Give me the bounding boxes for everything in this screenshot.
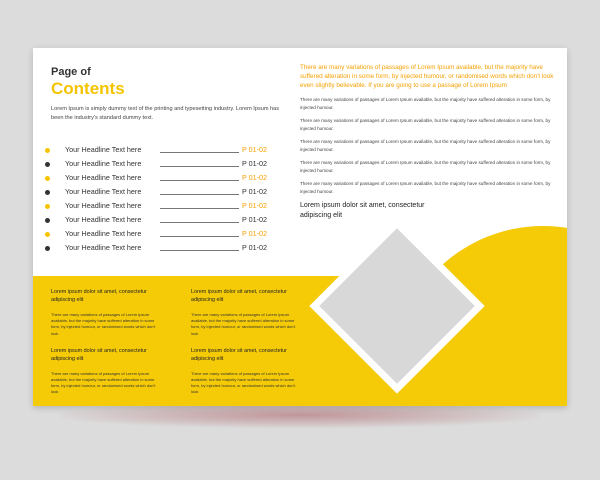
- yellow-column-left: [51, 288, 156, 406]
- toc-headline: Your Headline Text here: [65, 243, 142, 252]
- column-body: There are many variations of passages of Lorem Ipsum available, but the majority have suffered alteration in some form, by injected humour, or randomised words which don't look: [51, 312, 156, 336]
- bullet-dot-icon: [45, 162, 50, 167]
- column-body: There are many variations of passages of Lorem Ipsum available, but the majority have suffered alteration in some form, by injected humour, or randomised words which don't look: [191, 370, 296, 395]
- toc-leader-line: [160, 180, 239, 181]
- body-paragraph: There are many variations of passages of Lorem Ipsum available, but the majority have suffered alteration in some form, by injected humour.: [300, 97, 551, 110]
- right-column: [300, 63, 555, 220]
- right-headline: Lorem ipsum dolor sit amet, consectetur adipiscing elit: [300, 202, 425, 219]
- bullet-dot-icon: [45, 148, 50, 153]
- toc-page-number: P 01-02: [242, 159, 268, 168]
- bullet-dot-icon: [45, 218, 50, 223]
- toc-headline: Your Headline Text here: [65, 173, 142, 182]
- toc-leader-line: [160, 194, 239, 195]
- toc-row[interactable]: [45, 143, 295, 157]
- toc-page-number: P 01-02: [242, 243, 268, 252]
- toc-row[interactable]: [45, 157, 295, 171]
- toc-leader-line: [160, 208, 239, 209]
- toc-leader-line: [160, 166, 239, 167]
- toc-leader-line: [160, 236, 239, 237]
- body-paragraph: There are many variations of passages of Lorem Ipsum available, but the majority have suffered alteration in some form, by injected humour.: [300, 139, 551, 152]
- toc-headline: Your Headline Text here: [65, 215, 142, 224]
- toc-headline: Your Headline Text here: [65, 201, 142, 210]
- toc-page-number: P 01-02: [242, 201, 268, 210]
- column-headline: Lorem ipsum dolor sit amet, consectetur adipiscing elit: [51, 347, 147, 362]
- toc-row[interactable]: [45, 199, 295, 213]
- toc-page-number: P 01-02: [242, 215, 268, 224]
- brochure-page: [33, 48, 567, 406]
- bullet-dot-icon: [45, 246, 50, 251]
- bullet-dot-icon: [45, 176, 50, 181]
- page-title-line2: Contents: [51, 79, 125, 98]
- toc-page-number: P 01-02: [242, 229, 268, 238]
- yellow-column-right: [191, 288, 296, 406]
- toc-headline: Your Headline Text here: [65, 159, 142, 168]
- column-body: There are many variations of passages of Lorem Ipsum available, but the majority have suffered alteration in some form, by injected humour, or randomised words which don't look: [51, 370, 156, 395]
- column-headline: Lorem ipsum dolor sit amet, consectetur adipiscing elit: [191, 289, 287, 303]
- body-paragraph: There are many variations of passages of Lorem Ipsum available, but the majority have suffered alteration in some form, by injected humour.: [300, 160, 551, 173]
- toc-row[interactable]: [45, 227, 295, 241]
- intro-text: Lorem Ipsum is simply dummy text of the printing and typesetting industry. Lorem Ipsum has been the industry's standard dummy text.: [51, 106, 280, 121]
- toc-page-number: P 01-02: [242, 187, 268, 196]
- toc-leader-line: [160, 222, 239, 223]
- page-title-line1: Page of: [51, 66, 91, 78]
- toc-row[interactable]: [45, 213, 295, 227]
- column-headline: Lorem ipsum dolor sit amet, consectetur adipiscing elit: [191, 347, 287, 362]
- bullet-dot-icon: [45, 190, 50, 195]
- toc-headline: Your Headline Text here: [65, 145, 142, 154]
- highlight-paragraph: There are many variations of passages of Lorem Ipsum available, but the majority have suffered alteration in some form, by injected humour, or randomised words which don't look even slightly believable. If you are going to use a passage of Lorem Ipsum: [300, 64, 554, 89]
- column-headline: Lorem ipsum dolor sit amet, consectetur adipiscing elit: [51, 289, 147, 303]
- toc-leader-line: [160, 250, 239, 251]
- toc-headline: Your Headline Text here: [65, 187, 142, 196]
- table-of-contents: [45, 143, 295, 255]
- toc-row[interactable]: [45, 241, 295, 255]
- toc-page-number: P 01-02: [242, 173, 268, 182]
- toc-leader-line: [160, 152, 239, 153]
- toc-headline: Your Headline Text here: [65, 229, 142, 238]
- bullet-dot-icon: [45, 232, 50, 237]
- body-paragraph: There are many variations of passages of Lorem Ipsum available, but the majority have suffered alteration in some form, by injected humour.: [300, 181, 551, 194]
- body-paragraph: There are many variations of passages of Lorem Ipsum available, but the majority have suffered alteration in some form, by injected humour.: [300, 118, 551, 131]
- toc-row[interactable]: [45, 171, 295, 185]
- column-body: There are many variations of passages of Lorem Ipsum available, but the majority have suffered alteration in some form, by injected humour, or randomised words which don't look: [191, 312, 296, 336]
- toc-row[interactable]: [45, 185, 295, 199]
- bullet-dot-icon: [45, 204, 50, 209]
- toc-page-number: P 01-02: [242, 145, 268, 154]
